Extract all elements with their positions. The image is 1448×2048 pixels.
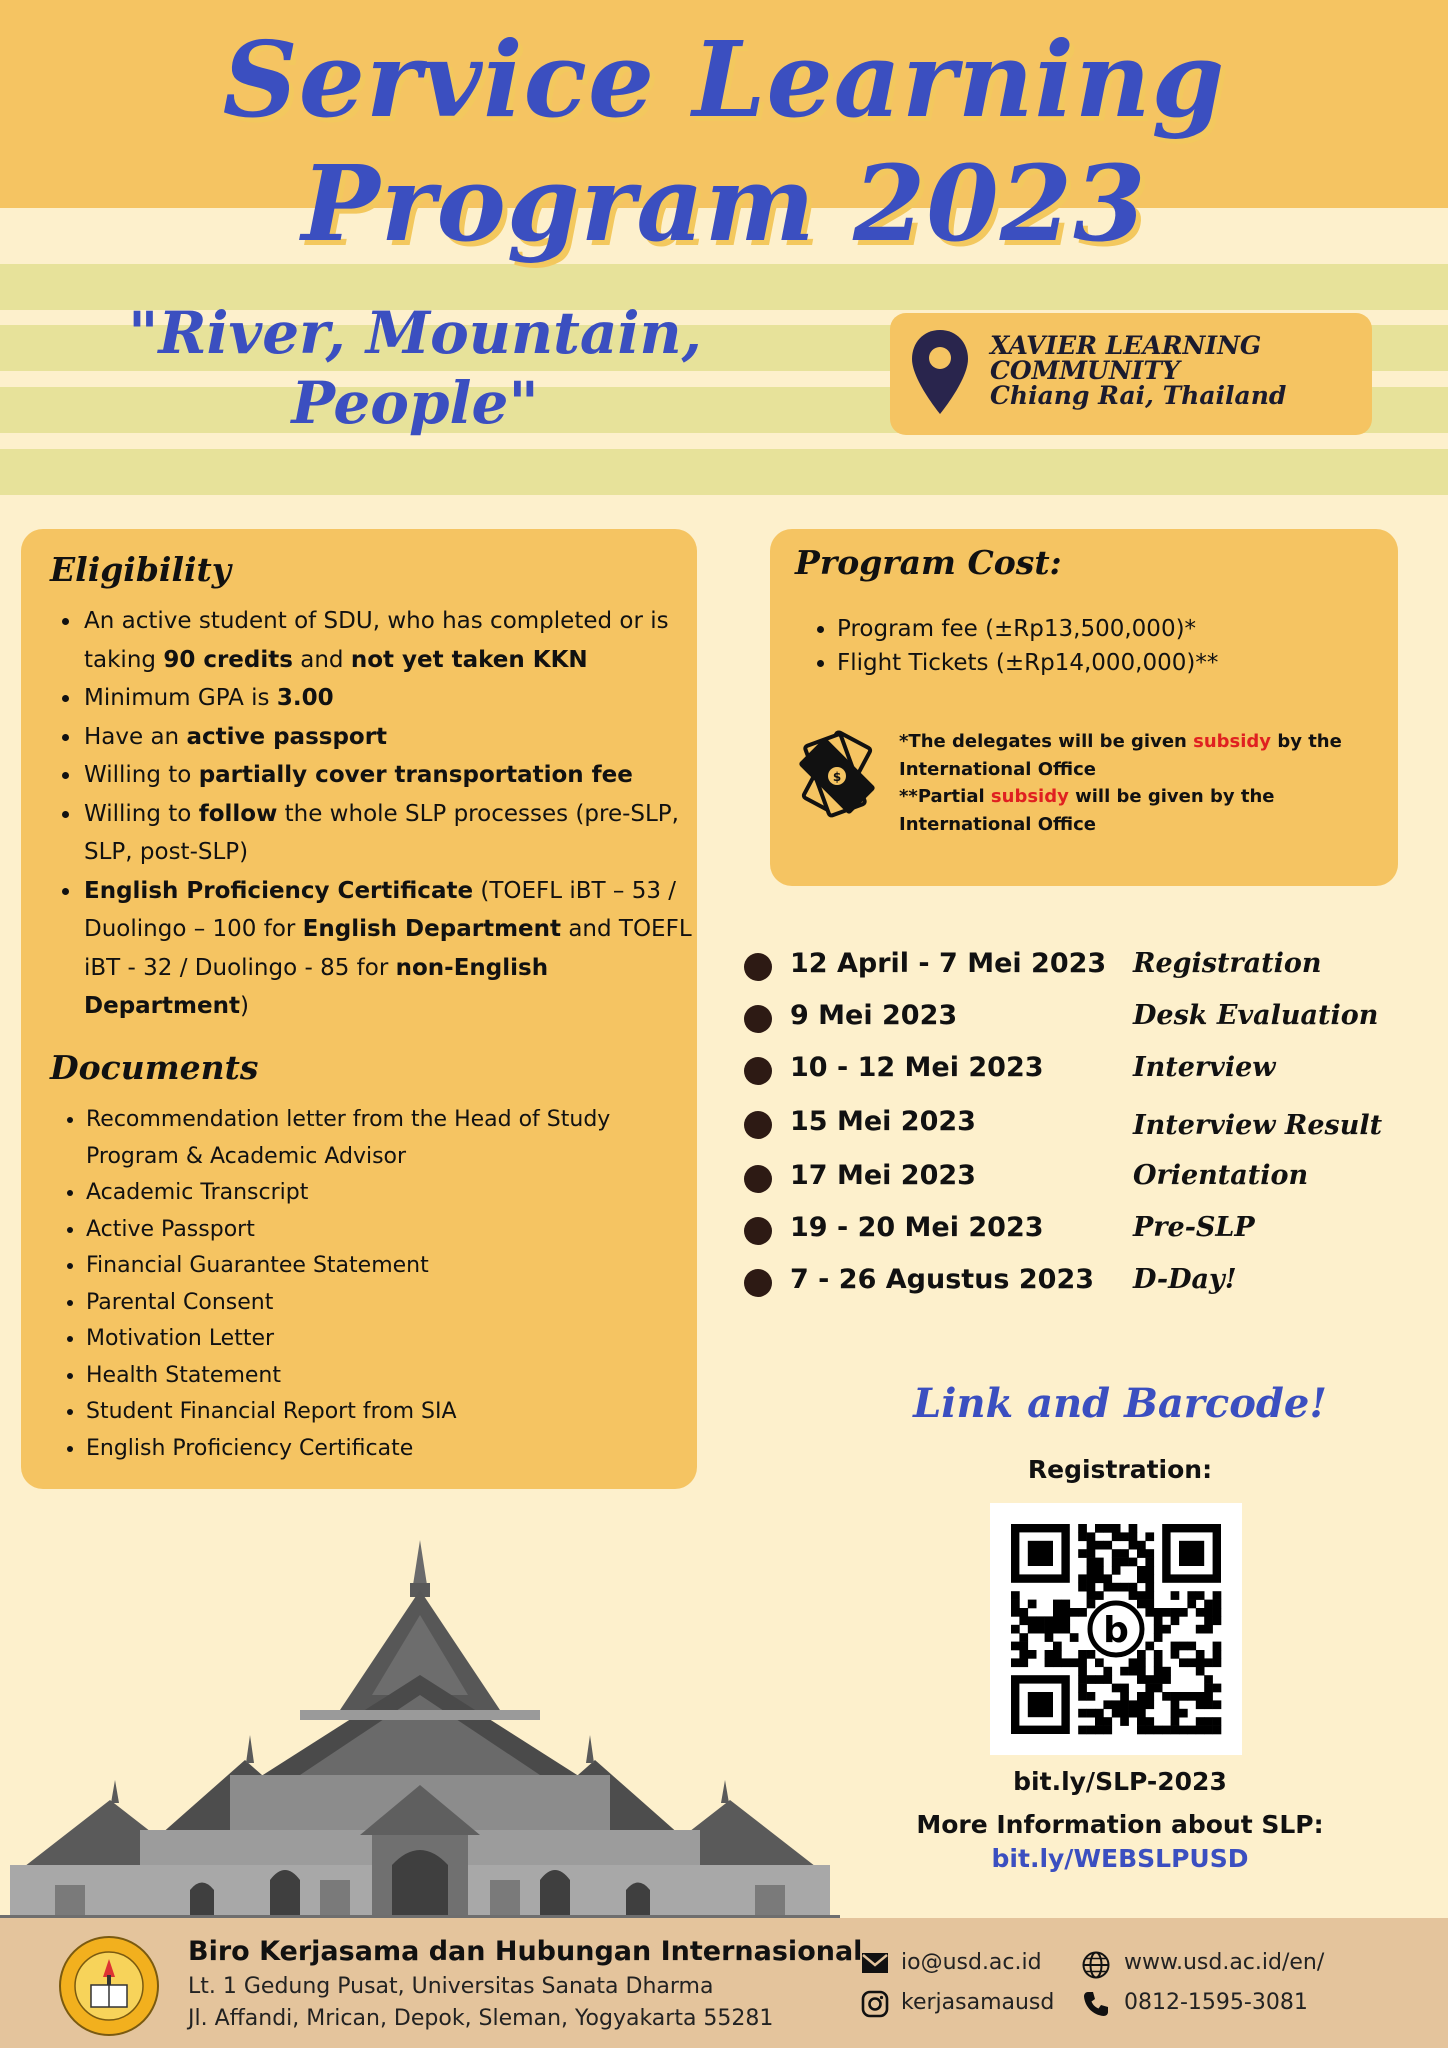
- temple-illustration: [0, 1535, 840, 1920]
- cost-item: • Program fee (±Rp13,500,000)*: [837, 612, 1397, 646]
- document-item: • Health Statement: [86, 1358, 706, 1395]
- program-cost-list: [809, 612, 1397, 680]
- timeline-date: 10 - 12 Mei 2023: [790, 1052, 1044, 1083]
- timeline-label: Desk Evaluation: [1133, 1000, 1379, 1031]
- registration-label: Registration:: [1027, 1455, 1213, 1484]
- qr-code-frame: [990, 1503, 1242, 1755]
- timeline-label: D-Day!: [1133, 1264, 1237, 1295]
- eligibility-heading: Eligibility: [50, 550, 231, 589]
- timeline-bullet: [744, 1057, 772, 1085]
- document-item: • Financial Guarantee Statement: [86, 1248, 706, 1285]
- timeline-date: 19 - 20 Mei 2023: [790, 1212, 1044, 1243]
- program-theme: "River, Mountain, People": [128, 299, 702, 437]
- timeline-date: 12 April - 7 Mei 2023: [790, 948, 1107, 979]
- eligibility-item: • Have an active passport: [82, 718, 702, 757]
- documents-list: [56, 1102, 706, 1467]
- more-info-label: More Information about SLP:: [916, 1810, 1324, 1839]
- instagram-handle[interactable]: kerjasamausd: [901, 1990, 1055, 2015]
- timeline-label: Registration: [1133, 948, 1322, 979]
- location-text: XAVIER LEARNING COMMUNITY Chiang Rai, Thailand: [990, 331, 1287, 410]
- subsidy-note-1: *The delegates will be given subsidy by the International Office: [899, 731, 1342, 780]
- email-link[interactable]: io@usd.ac.id: [901, 1950, 1042, 1975]
- registration-link[interactable]: bit.ly/SLP-2023: [1013, 1767, 1227, 1796]
- document-item: • Student Financial Report from SIA: [86, 1394, 706, 1431]
- subsidy-notes: [899, 728, 1379, 838]
- phone-icon: [1082, 1990, 1110, 2018]
- globe-icon: [1081, 1950, 1111, 1980]
- title-line-1: Service Learning: [222, 18, 1226, 141]
- eligibility-item: • An active student of SDU, who has completed or is taking 90 credits and not yet taken KKN: [82, 602, 702, 679]
- timeline-label: Interview: [1133, 1052, 1276, 1083]
- links-heading: Link and Barcode!: [913, 1380, 1327, 1427]
- money-icon: [792, 730, 884, 822]
- timeline-bullet: [744, 1217, 772, 1245]
- eligibility-item: • English Proficiency Certificate (TOEFL iBT – 53 / Duolingo – 100 for English Department and TOEFL iBT - 32 / Duolingo - 85 for non-English Department): [82, 872, 702, 1026]
- timeline: [740, 948, 1440, 1328]
- website-link[interactable]: www.usd.ac.id/en/: [1124, 1950, 1325, 1975]
- org-name: Biro Kerjasama dan Hubungan Internasional: [188, 1936, 863, 1967]
- program-cost-heading: Program Cost:: [795, 543, 1062, 582]
- address-line-1: Lt. 1 Gedung Pusat, Universitas Sanata Dharma: [188, 1974, 714, 1999]
- document-item: • Motivation Letter: [86, 1321, 706, 1358]
- eligibility-item: • Willing to partially cover transportation fee: [82, 756, 702, 795]
- timeline-date: 7 - 26 Agustus 2023: [790, 1264, 1095, 1295]
- timeline-date: 9 Mei 2023: [790, 1000, 958, 1031]
- svg-text:b: b: [1103, 1610, 1129, 1651]
- website-slp-link[interactable]: bit.ly/WEBSLPUSD: [991, 1844, 1249, 1873]
- title-line-2: Program 2023: [301, 142, 1147, 265]
- timeline-label: Pre-SLP: [1133, 1212, 1255, 1243]
- eligibility-list: [54, 602, 702, 1026]
- timeline-bullet: [744, 1005, 772, 1033]
- timeline-bullet: [744, 1165, 772, 1193]
- timeline-date: 15 Mei 2023: [790, 1106, 976, 1137]
- svg-text:$: $: [832, 770, 842, 784]
- map-pin-icon: [910, 328, 970, 418]
- document-item: • English Proficiency Certificate: [86, 1431, 706, 1468]
- email-icon: [861, 1952, 889, 1974]
- document-item: • Parental Consent: [86, 1285, 706, 1322]
- timeline-label: Interview Result: [1133, 1110, 1383, 1141]
- timeline-bullet: [744, 1269, 772, 1297]
- phone-number[interactable]: 0812-1595-3081: [1124, 1990, 1308, 2015]
- eligibility-item: • Willing to follow the whole SLP processes (pre-SLP, SLP, post-SLP): [82, 795, 702, 872]
- qr-code-icon[interactable]: [990, 1503, 1242, 1755]
- timeline-label: Orientation: [1133, 1160, 1309, 1191]
- subsidy-note-2: **Partial subsidy will be given by the International Office: [899, 786, 1275, 835]
- timeline-date: 17 Mei 2023: [790, 1160, 976, 1191]
- address-line-2: Jl. Affandi, Mrican, Depok, Sleman, Yogyakarta 55281: [188, 2006, 774, 2031]
- document-item: • Active Passport: [86, 1212, 706, 1249]
- document-item: • Recommendation letter from the Head of Study Program & Academic Advisor: [86, 1102, 706, 1175]
- documents-heading: Documents: [50, 1048, 259, 1087]
- timeline-bullet: [744, 1111, 772, 1139]
- header-stripe: [0, 449, 1448, 495]
- document-item: • Academic Transcript: [86, 1175, 706, 1212]
- cost-item: • Flight Tickets (±Rp14,000,000)**: [837, 646, 1397, 680]
- eligibility-item: • Minimum GPA is 3.00: [82, 679, 702, 718]
- timeline-bullet: [744, 953, 772, 981]
- university-logo: [58, 1935, 160, 2037]
- instagram-icon: [861, 1990, 889, 2018]
